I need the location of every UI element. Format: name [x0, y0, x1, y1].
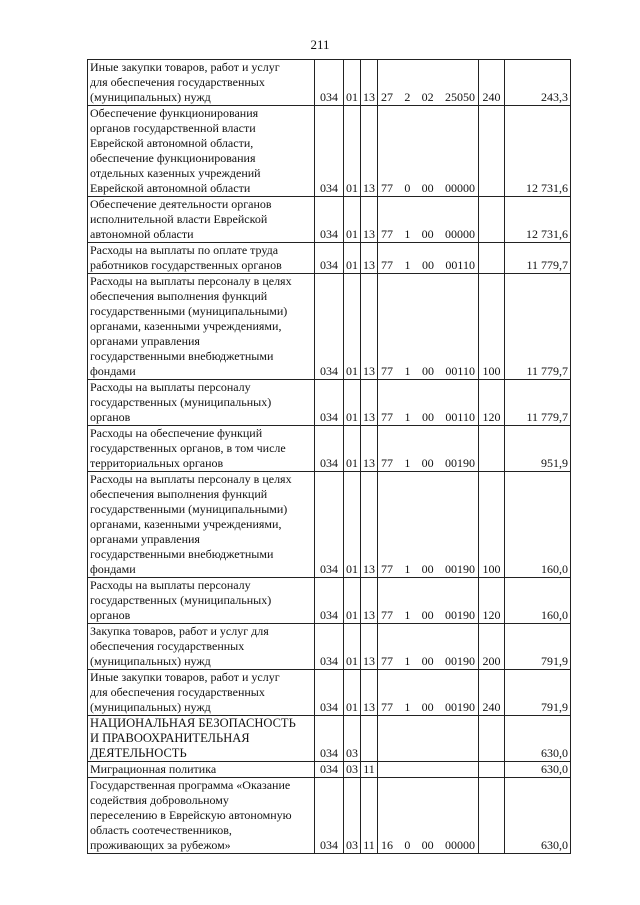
row-name-cell: Миграционная политика — [88, 762, 315, 778]
amount-cell: 951,9 — [505, 426, 571, 472]
row-name-cell: НАЦИОНАЛЬНАЯ БЕЗОПАСНОСТЬ И ПРАВООХРАНИТЕЛЬНАЯ ДЕЯТЕЛЬНОСТЬ — [88, 716, 315, 762]
expense-type-cell — [479, 426, 505, 472]
table-row — [88, 624, 571, 670]
target-code-subprogram: 1 — [404, 410, 411, 424]
target-code-expense: 00000 — [444, 181, 475, 195]
target-code-program: 77 — [381, 258, 393, 272]
target-article-code — [380, 258, 476, 273]
target-code-expense: 00000 — [444, 227, 475, 241]
target-code-subprogram: 0 — [404, 838, 411, 852]
expense-type-cell: 200 — [479, 624, 505, 670]
target-article-cell — [378, 716, 479, 762]
row-name-cell: Расходы на выплаты персоналу в целях обеспечения выполнения функций государственными (муниципальными) органами, казенными учреждениями, органами управления государственными внебюджетными фондами — [88, 274, 315, 380]
ministry-code-cell: 034 — [315, 778, 344, 854]
expense-type-cell: 100 — [479, 472, 505, 578]
table-row — [88, 472, 571, 578]
target-code-expense: 25050 — [444, 90, 475, 104]
row-name-cell: Расходы на выплаты персоналу государственных (муниципальных) органов — [88, 380, 315, 426]
ministry-code-cell: 034 — [315, 716, 344, 762]
section-code-cell: 01 — [344, 624, 361, 670]
target-code-program: 77 — [381, 456, 393, 470]
row-name-cell: Государственная программа «Оказание содействия добровольному переселению в Еврейскую автономную область соотечественников, проживающих за рубежом» — [88, 778, 315, 854]
target-code-expense: 00190 — [444, 562, 475, 576]
table-row — [88, 578, 571, 624]
target-article-cell — [378, 197, 479, 243]
expense-type-cell — [479, 106, 505, 197]
target-code-program: 77 — [381, 608, 393, 622]
target-code-subprogram: 0 — [404, 181, 411, 195]
row-name-cell: Расходы на выплаты персоналу государственных (муниципальных) органов — [88, 578, 315, 624]
budget-table — [87, 59, 571, 854]
table-row — [88, 274, 571, 380]
subsection-code-cell — [361, 716, 378, 762]
ministry-code-cell: 034 — [315, 274, 344, 380]
target-article-cell — [378, 778, 479, 854]
subsection-code-cell: 13 — [361, 426, 378, 472]
expense-type-cell: 100 — [479, 274, 505, 380]
subsection-code-cell: 13 — [361, 670, 378, 716]
subsection-code-cell: 11 — [361, 762, 378, 778]
amount-cell: 12 731,6 — [505, 106, 571, 197]
target-code-subprogram: 1 — [404, 258, 411, 272]
target-code-program: 77 — [381, 227, 393, 241]
target-code-direction: 00 — [421, 410, 434, 424]
ministry-code-cell: 034 — [315, 380, 344, 426]
amount-cell: 11 779,7 — [505, 274, 571, 380]
row-name-cell: Расходы на выплаты персоналу в целях обеспечения выполнения функций государственными (муниципальными) органами, казенными учреждениями, органами управления государственными внебюджетными фондами — [88, 472, 315, 578]
amount-cell: 160,0 — [505, 472, 571, 578]
target-code-expense: 00110 — [445, 410, 475, 424]
section-code-cell: 01 — [344, 670, 361, 716]
subsection-code-cell: 11 — [361, 778, 378, 854]
target-article-code — [380, 562, 476, 577]
amount-cell: 12 731,6 — [505, 197, 571, 243]
target-code-subprogram: 1 — [404, 608, 411, 622]
target-article-code — [380, 838, 476, 853]
page-number: 211 — [310, 37, 330, 52]
section-code-cell: 01 — [344, 106, 361, 197]
section-code-cell: 01 — [344, 274, 361, 380]
target-code-direction: 00 — [421, 608, 434, 622]
target-code-subprogram: 1 — [404, 364, 411, 378]
section-code-cell: 01 — [344, 472, 361, 578]
target-code-subprogram: 1 — [404, 562, 411, 576]
target-article-cell — [378, 60, 479, 106]
ministry-code-cell: 034 — [315, 426, 344, 472]
target-code-subprogram: 1 — [404, 456, 411, 470]
table-row — [88, 106, 571, 197]
target-code-program: 77 — [381, 410, 393, 424]
section-code-cell: 01 — [344, 426, 361, 472]
expense-type-cell: 240 — [479, 60, 505, 106]
target-article-code — [380, 700, 476, 715]
target-code-subprogram: 1 — [404, 227, 411, 241]
target-code-direction: 00 — [421, 562, 434, 576]
table-row — [88, 197, 571, 243]
target-code-direction: 00 — [421, 700, 434, 714]
target-code-direction: 00 — [421, 364, 434, 378]
ministry-code-cell: 034 — [315, 243, 344, 274]
section-code-cell: 03 — [344, 716, 361, 762]
subsection-code-cell: 13 — [361, 380, 378, 426]
target-article-cell — [378, 578, 479, 624]
table-row — [88, 762, 571, 778]
target-code-expense: 00000 — [444, 838, 475, 852]
subsection-code-cell: 13 — [361, 578, 378, 624]
target-article-cell — [378, 106, 479, 197]
table-row — [88, 426, 571, 472]
target-article-code — [380, 654, 476, 669]
row-name-cell: Расходы на выплаты по оплате труда работников государственных органов — [88, 243, 315, 274]
ministry-code-cell: 034 — [315, 670, 344, 716]
section-code-cell: 01 — [344, 60, 361, 106]
target-code-expense: 00190 — [444, 700, 475, 714]
amount-cell: 791,9 — [505, 624, 571, 670]
target-code-expense: 00190 — [444, 608, 475, 622]
expense-type-cell — [479, 197, 505, 243]
target-code-direction: 00 — [421, 227, 434, 241]
section-code-cell: 01 — [344, 197, 361, 243]
expense-type-cell: 120 — [479, 380, 505, 426]
section-code-cell: 03 — [344, 778, 361, 854]
target-code-program: 16 — [381, 838, 393, 852]
target-code-program: 77 — [381, 654, 393, 668]
target-article-cell — [378, 426, 479, 472]
target-code-expense: 00190 — [444, 654, 475, 668]
expense-type-cell — [479, 778, 505, 854]
target-code-program: 77 — [381, 181, 393, 195]
subsection-code-cell: 13 — [361, 243, 378, 274]
target-code-direction: 00 — [421, 258, 434, 272]
amount-cell: 630,0 — [505, 716, 571, 762]
table-row — [88, 716, 571, 762]
target-article-cell — [378, 380, 479, 426]
target-code-expense: 00110 — [445, 258, 475, 272]
target-code-expense: 00110 — [445, 364, 475, 378]
target-article-cell — [378, 243, 479, 274]
section-code-cell: 03 — [344, 762, 361, 778]
amount-cell: 630,0 — [505, 778, 571, 854]
amount-cell: 160,0 — [505, 578, 571, 624]
target-article-code — [380, 410, 476, 425]
expense-type-cell: 120 — [479, 578, 505, 624]
subsection-code-cell: 13 — [361, 197, 378, 243]
expense-type-cell: 240 — [479, 670, 505, 716]
amount-cell: 11 779,7 — [505, 380, 571, 426]
target-article-cell — [378, 472, 479, 578]
target-code-direction: 00 — [421, 654, 434, 668]
target-code-expense: 00190 — [444, 456, 475, 470]
amount-cell: 11 779,7 — [505, 243, 571, 274]
table-row — [88, 380, 571, 426]
ministry-code-cell: 034 — [315, 197, 344, 243]
ministry-code-cell: 034 — [315, 106, 344, 197]
subsection-code-cell: 13 — [361, 624, 378, 670]
table-row — [88, 670, 571, 716]
target-article-code — [380, 608, 476, 623]
row-name-cell: Обеспечение функционирования органов государственной власти Еврейской автономной области, обеспечение функционирования отдельных казенных учреждений Еврейской автономной области — [88, 106, 315, 197]
table-row — [88, 243, 571, 274]
target-code-subprogram: 1 — [404, 654, 411, 668]
target-article-cell — [378, 624, 479, 670]
subsection-code-cell: 13 — [361, 472, 378, 578]
amount-cell: 243,3 — [505, 60, 571, 106]
ministry-code-cell: 034 — [315, 578, 344, 624]
target-article-code — [380, 90, 476, 105]
table-row — [88, 778, 571, 854]
target-article-code — [380, 456, 476, 471]
ministry-code-cell: 034 — [315, 762, 344, 778]
expense-type-cell — [479, 243, 505, 274]
amount-cell: 791,9 — [505, 670, 571, 716]
target-code-direction: 02 — [421, 90, 434, 104]
target-code-subprogram: 1 — [404, 700, 411, 714]
ministry-code-cell: 034 — [315, 624, 344, 670]
ministry-code-cell: 034 — [315, 60, 344, 106]
target-article-cell — [378, 670, 479, 716]
subsection-code-cell: 13 — [361, 106, 378, 197]
target-code-direction: 00 — [421, 838, 434, 852]
target-article-code — [380, 227, 476, 242]
table-row — [88, 60, 571, 106]
target-code-direction: 00 — [421, 181, 434, 195]
expense-type-cell — [479, 716, 505, 762]
row-name-cell: Закупка товаров, работ и услуг для обеспечения государственных (муниципальных) нужд — [88, 624, 315, 670]
section-code-cell: 01 — [344, 243, 361, 274]
row-name-cell: Иные закупки товаров, работ и услуг для обеспечения государственных (муниципальных) нужд — [88, 60, 315, 106]
budget-table-body — [88, 60, 571, 854]
target-code-subprogram: 2 — [404, 90, 411, 104]
target-code-program: 77 — [381, 562, 393, 576]
target-article-cell — [378, 762, 479, 778]
target-code-program: 77 — [381, 364, 393, 378]
row-name-cell: Обеспечение деятельности органов исполнительной власти Еврейской автономной области — [88, 197, 315, 243]
section-code-cell: 01 — [344, 578, 361, 624]
target-article-cell — [378, 274, 479, 380]
target-code-program: 77 — [381, 700, 393, 714]
amount-cell: 630,0 — [505, 762, 571, 778]
target-article-code — [380, 364, 476, 379]
target-code-direction: 00 — [421, 456, 434, 470]
ministry-code-cell: 034 — [315, 472, 344, 578]
section-code-cell: 01 — [344, 380, 361, 426]
row-name-cell: Расходы на обеспечение функций государственных органов, в том числе территориальных органов — [88, 426, 315, 472]
expense-type-cell — [479, 762, 505, 778]
subsection-code-cell: 13 — [361, 60, 378, 106]
target-article-code — [380, 181, 476, 196]
row-name-cell: Иные закупки товаров, работ и услуг для обеспечения государственных (муниципальных) нужд — [88, 670, 315, 716]
target-code-program: 27 — [381, 90, 393, 104]
subsection-code-cell: 13 — [361, 274, 378, 380]
